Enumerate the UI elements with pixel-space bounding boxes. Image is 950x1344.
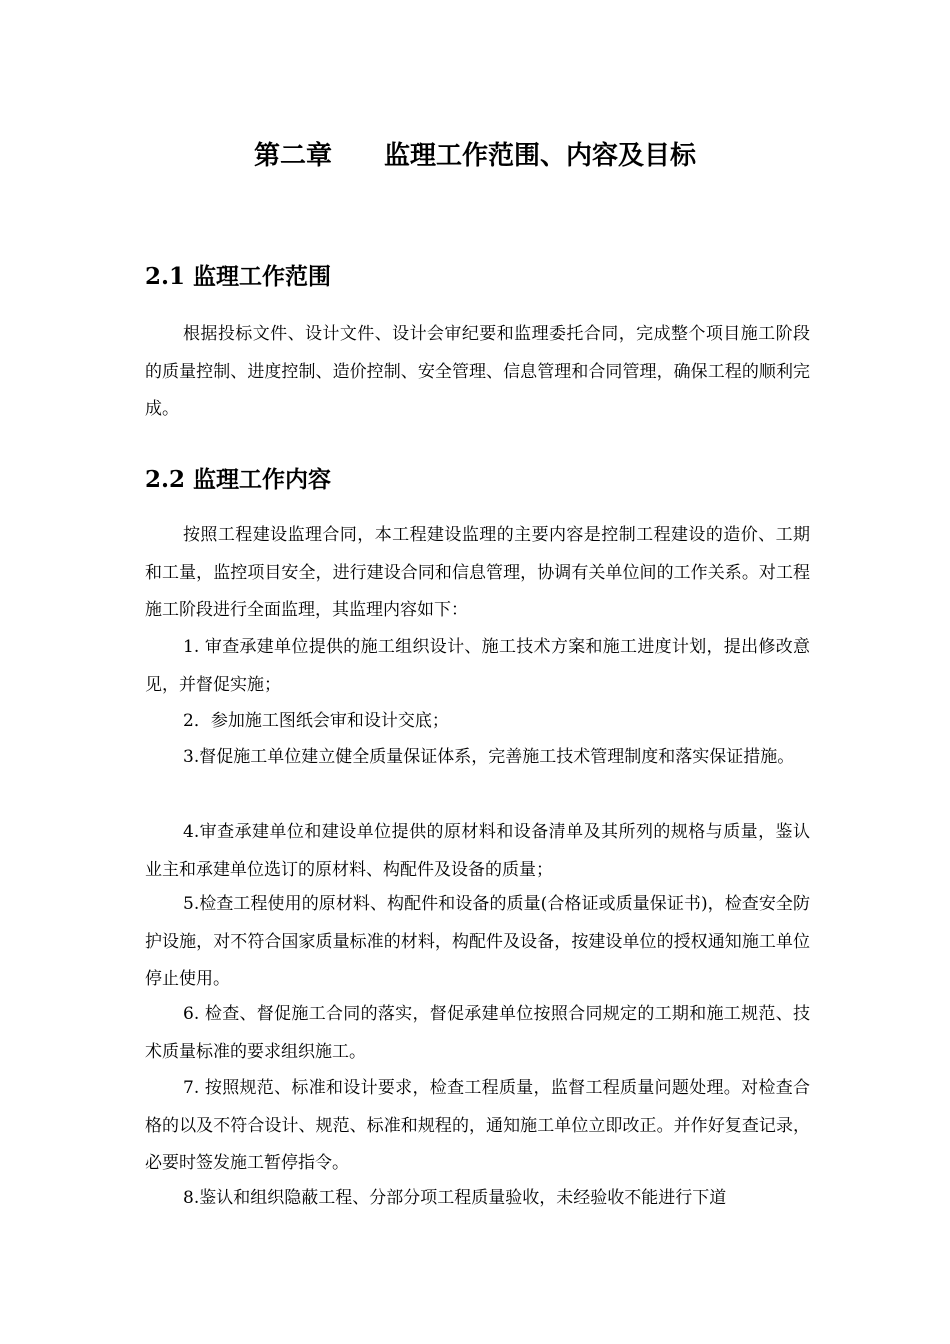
list-item-4: 4.审查承建单位和建设单位提供的原材料和设备清单及其所列的规格与质量，鉴认业主和承建单位选订的原材料、构配件及设备的质量； — [145, 822, 810, 880]
section-heading-2-2: 2.2 监理工作内容 — [145, 466, 332, 493]
scope-paragraph: 根据投标文件、设计文件、设计会审纪要和监理委托合同，完成整个项目施工阶段的质量控制、进度控制、造价控制、安全管理、信息管理和合同管理，确保工程的顺利完成。 — [145, 324, 810, 419]
list-item-8: 8.鉴认和组织隐蔽工程、分部分项工程质量验收，未经验收不能进行下道 — [183, 1188, 727, 1208]
list-item-1: 1. 审查承建单位提供的施工组织设计、施工技术方案和施工进度计划，提出修改意见，并督促实施； — [145, 637, 810, 695]
chapter-title: 第二章 监理工作范围、内容及目标 — [253, 141, 696, 171]
list-item-6: 6. 检查、督促施工合同的落实，督促承建单位按照合同规定的工期和施工规范、技术质量标准的要求组织施工。 — [145, 1004, 810, 1062]
list-item-5: 5.检查工程使用的原材料、构配件和设备的质量(合格证或质量保证书)，检查安全防护设施，对不符合国家质量标准的材料，构配件及设备，按建设单位的授权通知施工单位停止使用。 — [145, 894, 810, 989]
list-item-2: 2．参加施工图纸会审和设计交底； — [183, 711, 449, 731]
section-heading-2-1: 2.1 监理工作范围 — [145, 263, 332, 290]
list-item-7: 7. 按照规范、标准和设计要求，检查工程质量，监督工程质量问题处理。对检查合格的以及不符合设计、规范、标准和规程的，通知施工单位立即改正。并作好复查记录，必要时签发施工暂停指令。 — [145, 1078, 810, 1173]
content-intro-paragraph: 按照工程建设监理合同，本工程建设监理的主要内容是控制工程建设的造价、工期和工量，监控项目安全，进行建设合同和信息管理，协调有关单位间的工作关系。对工程施工阶段进行全面监理，其监理内容如下： — [145, 525, 810, 620]
list-item-3: 3.督促施工单位建立健全质量保证体系，完善施工技术管理制度和落实保证措施。 — [183, 747, 795, 767]
